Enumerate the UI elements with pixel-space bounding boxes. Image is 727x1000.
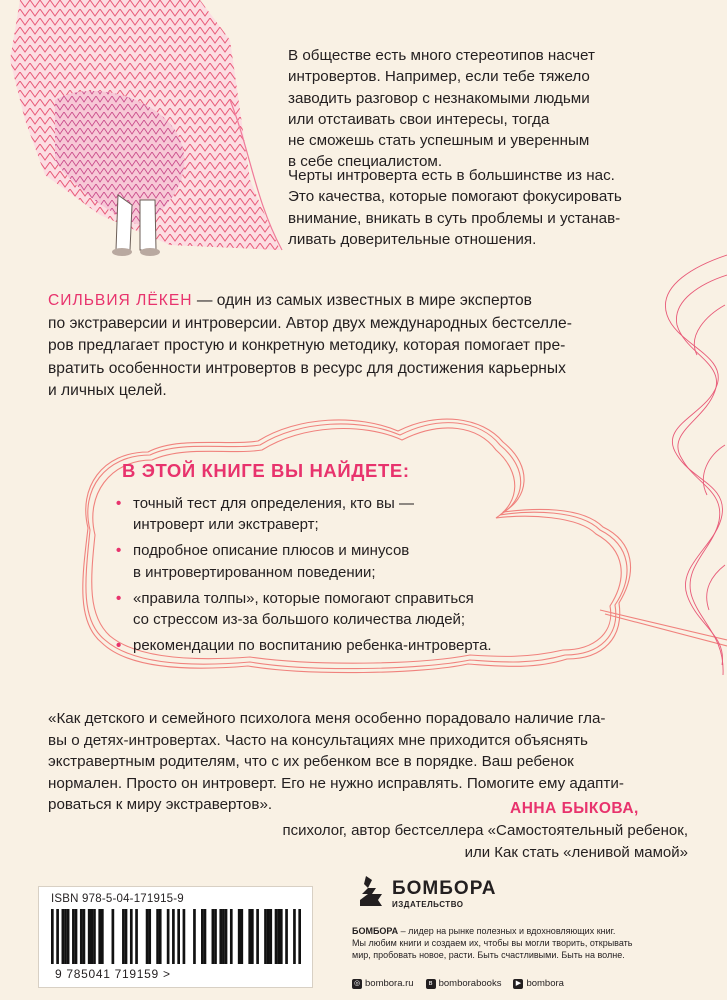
globe-icon: ◎ [353,979,361,987]
author-bio [48,290,698,403]
barcode-bar [275,909,278,964]
bullet-icon: • [116,495,122,512]
barcode-bar [112,909,115,964]
barcode-bar [280,909,283,964]
barcode-bar [98,909,101,964]
social-link-vk[interactable]: в bomborabooks [426,978,502,989]
barcode-bar [212,909,215,964]
barcode-bar [222,909,225,964]
barcode-bar [267,909,270,964]
barcode-bar [90,909,93,964]
social-link-site[interactable]: ◎ bombora.ru [353,978,414,989]
barcode-bar [51,909,54,964]
barcode-bar [130,909,133,964]
intro-paragraph-2: Черты интроверта есть в большинстве из нас. Это качества, которые помогают фокусировать внимание, вникать в суть проблемы и устанав- ливать доверительные отношения. [288,167,622,248]
book-contents-heading: В ЭТОЙ КНИГЕ ВЫ НАЙДЕТЕ: [122,460,410,481]
vk-icon: в [426,979,436,989]
barcode-bar [204,909,207,964]
barcode-bar [214,909,217,964]
list-item: • точный тест для определения, кто вы — интроверт или экстраверт; [116,495,415,534]
publisher-social-links [352,978,564,989]
list-item: • рекомендации по воспитанию ребенка-интроверта. [116,635,586,656]
barcode-bar [56,909,59,964]
barcode-bar [219,909,222,964]
publisher-description: БОМБОРА – лидер на рынке полезных и вдохновляющих книг. Мы любим книги и создаем их, чтобы вы могли творить, открывать мир, пробовать новое, расти. Быть счастливыми. Быть на волне. [352,926,633,961]
author-name: СИЛЬВИЯ ЛЁКЕН [48,292,193,309]
barcode-bar [62,909,65,964]
barcode-panel [38,886,313,988]
barcode-bar [101,909,104,964]
barcode-bar [64,909,67,964]
social-link-video[interactable]: ▶ bombora [513,978,564,989]
testimonial-author: АННА БЫКОВА, [510,800,639,817]
isbn-label: ISBN 978-5-04-171915-9 [51,893,184,905]
bullet-icon: • [116,542,122,560]
barcode-bar [225,909,228,964]
barcode-bar [230,909,233,964]
publisher-name: БОМБОРА [392,878,497,899]
bullet-icon: • [116,637,122,655]
barcode-bar [256,909,259,964]
barcode-bar [193,909,196,964]
author-bio-text: — один из самых известных в мире экспертов по экстраверсии и интроверсии. Автор двух международных бестселле- ров предлагает простую и конкретную методику, которая помогает пре- вратить особенности интровертов в ресурс для достижения карьерных и личных целей. [48,292,572,400]
youtube-telegram-icon: ▶ [513,979,523,989]
barcode-bar [67,909,70,964]
testimonial-author-role: психолог, автор бестселлера «Самостоятельный ребенок, или Как стать «ленивой мамой» [282,822,688,861]
barcode-bar [83,909,86,964]
barcode-bar [269,909,272,964]
barcode-bar [183,909,186,964]
barcode-bar [125,909,128,964]
barcode-bar [72,909,75,964]
barcode-bar [146,909,149,964]
barcode-bar [277,909,280,964]
barcode-bar [248,909,251,964]
barcode-bar [240,909,243,964]
bombora-logo-icon [352,872,390,910]
barcode-bar [201,909,204,964]
barcode-bar [298,909,301,964]
knitted-sweater-illustration [0,0,290,265]
intro-paragraph-1: В обществе есть много стереотипов насчет интровертов. Например, если тебе тяжело заводить разговор с незнакомыми людьми или отстаивать свои интересы, тогда не сможешь стать успешным и уверенным в себе специалистом. [288,47,595,171]
scribble-decoration [637,245,727,685]
list-item: • «правила толпы», которые помогают справиться со стрессом из-за большого количества людей; [116,589,474,629]
book-contents-list [116,493,586,661]
barcode-bar [122,909,125,964]
barcode-bar [264,909,267,964]
publisher-subtitle: ИЗДАТЕЛЬСТВО [392,900,464,909]
barcode-bar [148,909,151,964]
barcode-bar [285,909,288,964]
barcode-image [51,909,301,964]
testimonial-quote: «Как детского и семейного психолога меня особенно порадовало наличие гла- вы о детях-интровертах. Часто на консультациях мне приходится объяснять экстравертным родителям, что с их ребенком все в порядке. Ваш ребенок нормален. Просто он интроверт. Его не нужно исправлять. Помогите ему адапти- роваться к миру экстравертов». [48,710,624,814]
barcode-bar [251,909,254,964]
list-item: • подробное описание плюсов и минусов в интровертированном поведении; [116,542,410,581]
bullet-icon: • [116,589,122,607]
barcode-bar [88,909,91,964]
barcode-bar [159,909,162,964]
barcode-digits: 9 785041 719159 > [55,967,171,981]
barcode-bar [75,909,78,964]
barcode-bar [238,909,241,964]
barcode-bar [177,909,180,964]
barcode-bar [80,909,83,964]
barcode-bar [135,909,138,964]
barcode-bar [156,909,159,964]
barcode-bar [293,909,296,964]
barcode-bar [93,909,96,964]
barcode-bar [172,909,175,964]
barcode-bar [167,909,170,964]
